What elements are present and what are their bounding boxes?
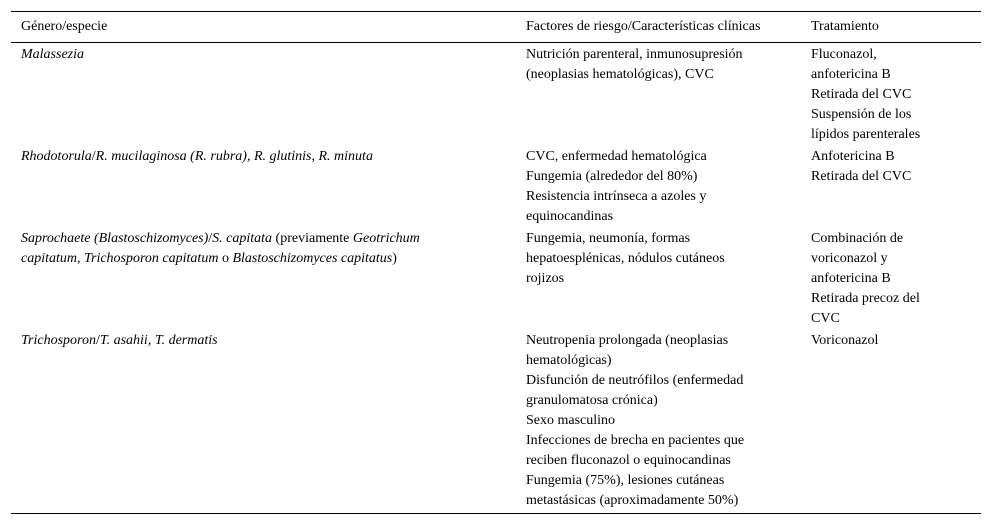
- table-body: [11, 43, 981, 514]
- cell-treatment: [801, 329, 981, 514]
- species-line: [21, 229, 506, 249]
- factor-line: granulomatosa crónica): [526, 393, 658, 408]
- species-separator: /: [208, 231, 213, 246]
- treatment-line: Anfotericina B: [811, 149, 895, 164]
- cell-species: [11, 43, 516, 146]
- cell-treatment: [801, 43, 981, 146]
- cell-species: [11, 227, 516, 329]
- treatment-line: CVC: [811, 311, 840, 326]
- table-header: [11, 12, 981, 43]
- factor-line: hepatoesplénicas, nódulos cutáneos: [526, 251, 725, 266]
- species-name: Malassezia: [21, 47, 84, 62]
- factor-line: Sexo masculino: [526, 413, 616, 428]
- species-name: capitatum, Trichosporon capitatum: [21, 251, 219, 266]
- treatment-line: Retirada del CVC: [811, 169, 912, 184]
- table-row: [11, 329, 981, 514]
- cell-species: [11, 145, 516, 227]
- header-treatment: Tratamiento: [811, 19, 879, 34]
- factor-line: hematológicas): [526, 353, 612, 368]
- treatment-line: Combinación de: [811, 231, 904, 246]
- factor-line: metastásicas (aproximadamente 50%): [526, 493, 739, 508]
- factor-line: Fungemia (alrededor del 80%): [526, 169, 698, 184]
- treatment-line: lípidos parenterales: [811, 127, 921, 142]
- cell-factors: [516, 329, 801, 514]
- data-table-container: [11, 11, 981, 514]
- factor-line: reciben fluconazol o equinocandinas: [526, 453, 731, 468]
- factor-line: (neoplasias hematológicas), CVC: [526, 67, 714, 82]
- cell-factors: [516, 145, 801, 227]
- fungal-species-table: [11, 11, 981, 514]
- table-row: [11, 227, 981, 329]
- factor-line: Fungemia (75%), lesiones cutáneas: [526, 473, 725, 488]
- factor-line: Nutrición parenteral, inmunosupresión: [526, 47, 743, 62]
- cell-species: [11, 329, 516, 514]
- species-name: S. capitata: [212, 231, 273, 246]
- species-note: o: [218, 251, 233, 266]
- cell-factors: [516, 43, 801, 146]
- cell-treatment: [801, 145, 981, 227]
- factor-line: rojizos: [526, 271, 565, 286]
- treatment-line: anfotericina B: [811, 271, 891, 286]
- treatment-line: anfotericina B: [811, 67, 891, 82]
- species-name: Trichosporon: [21, 333, 96, 348]
- treatment-line: voriconazol y: [811, 251, 888, 266]
- factor-line: Resistencia intrínseca a azoles y: [526, 189, 707, 204]
- species-name: R. mucilaginosa (R. rubra), R. glutinis, R. minuta: [95, 149, 373, 164]
- species-name: Blastoschizomyces capitatus: [232, 251, 393, 266]
- factor-line: CVC, enfermedad hematológica: [526, 149, 707, 164]
- factor-line: Infecciones de brecha en pacientes que: [526, 433, 745, 448]
- factor-line: Disfunción de neutrófilos (enfermedad: [526, 373, 744, 388]
- table-row: [11, 145, 981, 227]
- species-name: Rhodotorula: [21, 149, 92, 164]
- factor-line: equinocandinas: [526, 209, 614, 224]
- table-row: [11, 43, 981, 146]
- species-name: T. asahii, T. dermatis: [99, 333, 218, 348]
- treatment-line: Suspensión de los: [811, 107, 912, 122]
- header-genus-species: Género/especie: [21, 19, 108, 34]
- species-separator: /: [91, 149, 96, 164]
- species-note: (previamente: [272, 231, 353, 246]
- treatment-line: Retirada precoz del: [811, 291, 920, 306]
- factor-line: Neutropenia prolongada (neoplasias: [526, 333, 729, 348]
- treatment-line: Retirada del CVC: [811, 87, 912, 102]
- treatment-line: Fluconazol,: [811, 47, 877, 62]
- header-risk-factors: Factores de riesgo/Características clínicas: [526, 19, 761, 34]
- species-name: Geotrichum: [352, 231, 420, 246]
- species-note: ): [392, 251, 397, 266]
- factor-line: Fungemia, neumonía, formas: [526, 231, 691, 246]
- treatment-line: Voriconazol: [811, 333, 879, 348]
- header-row: [11, 12, 981, 43]
- species-line: [21, 249, 506, 269]
- cell-factors: [516, 227, 801, 329]
- species-name: Saprochaete (Blastoschizomyces): [21, 231, 209, 246]
- species-separator: /: [95, 333, 100, 348]
- cell-treatment: [801, 227, 981, 329]
